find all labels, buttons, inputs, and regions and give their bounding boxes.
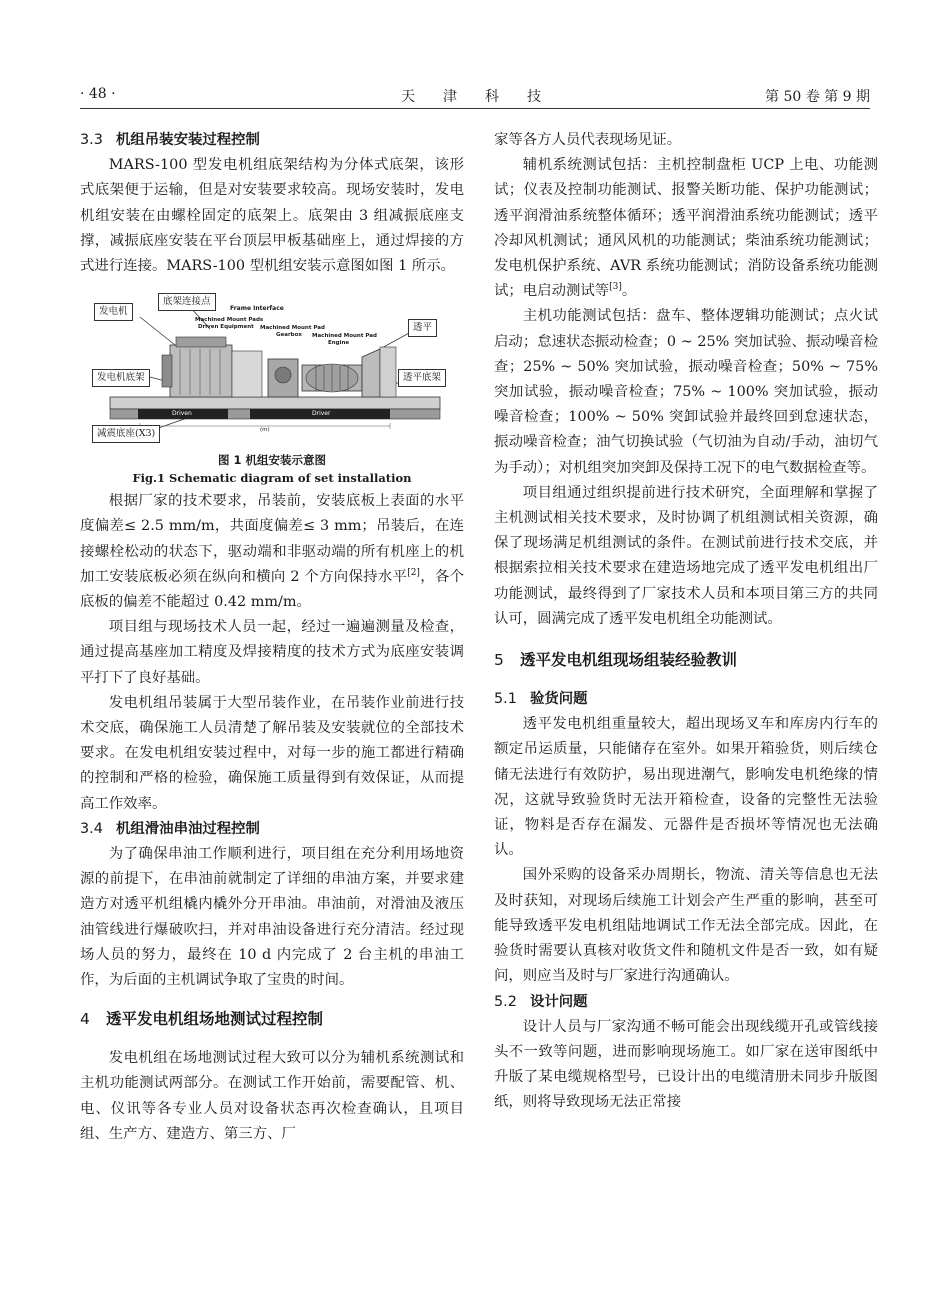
driven-equipment-label: Driven Equipment [198, 324, 254, 331]
paragraph: 根据厂家的技术要求，吊装前，安装底板上表面的水平度偏差≤ 2.5 mm/m，共面度偏差≤ 3 mm；吊装后，在连接螺栓松动的状态下，驱动端和非驱动端的所有机座上的机加工安装底板必须在纵向和横向 2 个方向保持水平[2]，各个底板的偏差不能超过 0.42 mm/m。 [80, 493, 464, 611]
driver-label: Driver [312, 410, 331, 418]
figure-caption-en: Fig.1 Schematic diagram of set installation [132, 471, 412, 486]
left-column [80, 128, 464, 1147]
paragraph: 发电机组在场地测试过程大致可以分为辅机系统测试和主机功能测试两部分。在测试工作开始前，需要配管、机、电、仪讯等各专业人员对设备状态再次检查确认，且项目组、生产方、建造方、第三方、厂 [80, 1050, 464, 1142]
frame-point-label: 底架连接点 [158, 293, 216, 311]
pad-gearbox-label: Machined Mount Pad [260, 325, 325, 332]
paragraph: 设计人员与厂家沟通不畅可能会出现线缆开孔或管线接头不一致等问题，进而影响现场施工。如厂家在送审图纸中升版了某电缆规格型号，已设计出的电缆清册未同步升版图纸，则将导致现场无法正常接 [494, 1018, 878, 1111]
turbine-label: 透平 [408, 319, 437, 337]
section-5-heading: 5 透平发电机组现场组装经验教训 [494, 651, 738, 670]
driven-label: Driven [172, 410, 192, 418]
paragraph: 发电机组吊装属于大型吊装作业，在吊装作业前进行技术交底，确保施工人员清楚了解吊装及安装就位的全部技术要求。在发电机组安装过程中，对每一步的施工都进行精确的控制和严格的检验，确保施工质量得到有效保证，从而提高工作效率。 [80, 694, 464, 812]
section-5-1-heading: 5.1 验货问题 [494, 691, 588, 708]
paragraph: 项目组与现场技术人员一起，经过一遍遍测量及检查，通过提高基座加工精度及焊接精度的技术方式为底座安装调平打下了良好基础。 [80, 619, 464, 686]
frame-interface-label: Frame Interface [230, 305, 284, 313]
volume-issue: 第 50 卷 第 9 期 [765, 89, 870, 105]
paragraph: 项目组通过组织提前进行技术研究，全面理解和掌握了主机测试相关技术要求，及时协调了机组测试相关资源，确保了现场满足机组测试的条件。在测试前进行技术交底，并根据索拉相关技术要求在建造场地完成了透平发电机组出厂功能测试，最终得到了厂家技术人员和本项目第三方的共同认可，圆满完成了透平发电机组全功能测试。 [494, 484, 878, 627]
paragraph: 辅机系统测试包括：主机控制盘柜 UCP 上电、功能测试；仪表及控制功能测试、报警关断功能、保护功能测试；透平润滑油系统整体循环；透平润滑油系统功能测试；透平冷却风机测试；通风风机的功能测试；柴油系统功能测试；发电机保护系统、AVR 系统功能测试；消防设备系统功能测试；电启动测试等[3]。 [494, 157, 878, 300]
section-3-3-heading: 3.3 机组吊装安装过程控制 [80, 132, 260, 148]
paragraph-continued: 家等各方人员代表现场见证。 [494, 132, 682, 148]
section-3-4-heading: 3.4 机组滑油串油过程控制 [80, 820, 260, 837]
section-5-2-heading: 5.2 设计问题 [494, 993, 588, 1010]
paragraph: 国外采购的设备采办周期长，物流、清关等信息也无法及时获知，对现场后续施工计划会产生严重的影响，甚至可能导致透平发电机组陆地调试工作无法全部完成。因此，在验货时需要认真核对收货文件和随机文件是否一致，如有疑问，则应当及时与厂家进行沟通确认。 [494, 867, 878, 985]
citation: [3] [609, 282, 622, 293]
turbine-base-label: 透平底架 [398, 369, 446, 387]
section-4-heading: 4 透平发电机组场地测试过程控制 [80, 1010, 324, 1029]
right-column [494, 128, 878, 1116]
paragraph: MARS-100 型发电机组底架结构为分体式底架，该形式底架便于运输，但是对安装要求较高。现场安装时，发电机组安装在由螺栓固定的底架上。底架由 3 组减振底座支撑，减振底座安装在平台顶层甲板基础座上，通过焊接的方式进行连接。MARS-100 型机组安装示意图如图 1 所示。 [80, 157, 464, 275]
running-header [80, 84, 870, 108]
figure-caption-cn: 图 1 机组安装示意图 [217, 453, 326, 468]
header-rule [80, 108, 870, 109]
pads-engine-label: Machined Mount Pad [312, 333, 377, 340]
generator-frame-label: 发电机底架 [92, 369, 150, 387]
engine-label: Engine [328, 340, 350, 347]
paragraph: 为了确保串油工作顺利进行，项目组在充分利用场地资源的前提下，在串油前就制定了详细的串油方案，并要求建造方对透平机组橇内橇外分开串油。串油前，对滑油及液压油管线进行爆破吹扫，并对串油设备进行充分清洁。经过现场人员的努力，最终在 10 d 内完成了 2 台主机的串油工作，为后面的主机调试争取了宝贵的时间。 [80, 846, 464, 989]
gearbox-label: Gearbox [276, 332, 302, 339]
pads-driven-label: Machined Mount Pads [195, 317, 264, 324]
paragraph: 透平发电机组重量较大，超出现场叉车和库房内行车的额定吊运质量，只能储存在室外。如果开箱验货，则后续仓储无法进行有效防护，易出现进潮气，影响发电机绝缘的情况，这就导致验货时无法开箱检查，设备的完整性无法验证，物料是否存在漏发、元器件是否损坏等情况也无法确认。 [494, 716, 878, 859]
citation: [2] [407, 568, 420, 579]
dimension-label: (m) [260, 427, 270, 434]
figure-1 [80, 289, 464, 489]
generator-label: 发电机 [94, 303, 133, 321]
page-number: · 48 · [80, 86, 116, 102]
journal-name: 天津科技 [401, 89, 569, 105]
paragraph: 主机功能测试包括：盘车、整体逻辑功能测试；点火试启动；怠速状态振动检查；0 ~ 25% 突加试验、振动噪音检查；25% ~ 50% 突加试验，振动噪音检查；50% ~ 75% 突加试验，振动噪音检查；75% ~ 100% 突加试验，振动噪音检查；100% ~ 50% 突卸试验并最终回到怠速状态，振动噪音检查；油气切换试验（气切油为自动/手动，油切气为手动）；对机组突加突卸及保持工况下的电气数据检查等。 [494, 308, 878, 476]
damper-label: 减震底座(X3) [92, 425, 160, 443]
